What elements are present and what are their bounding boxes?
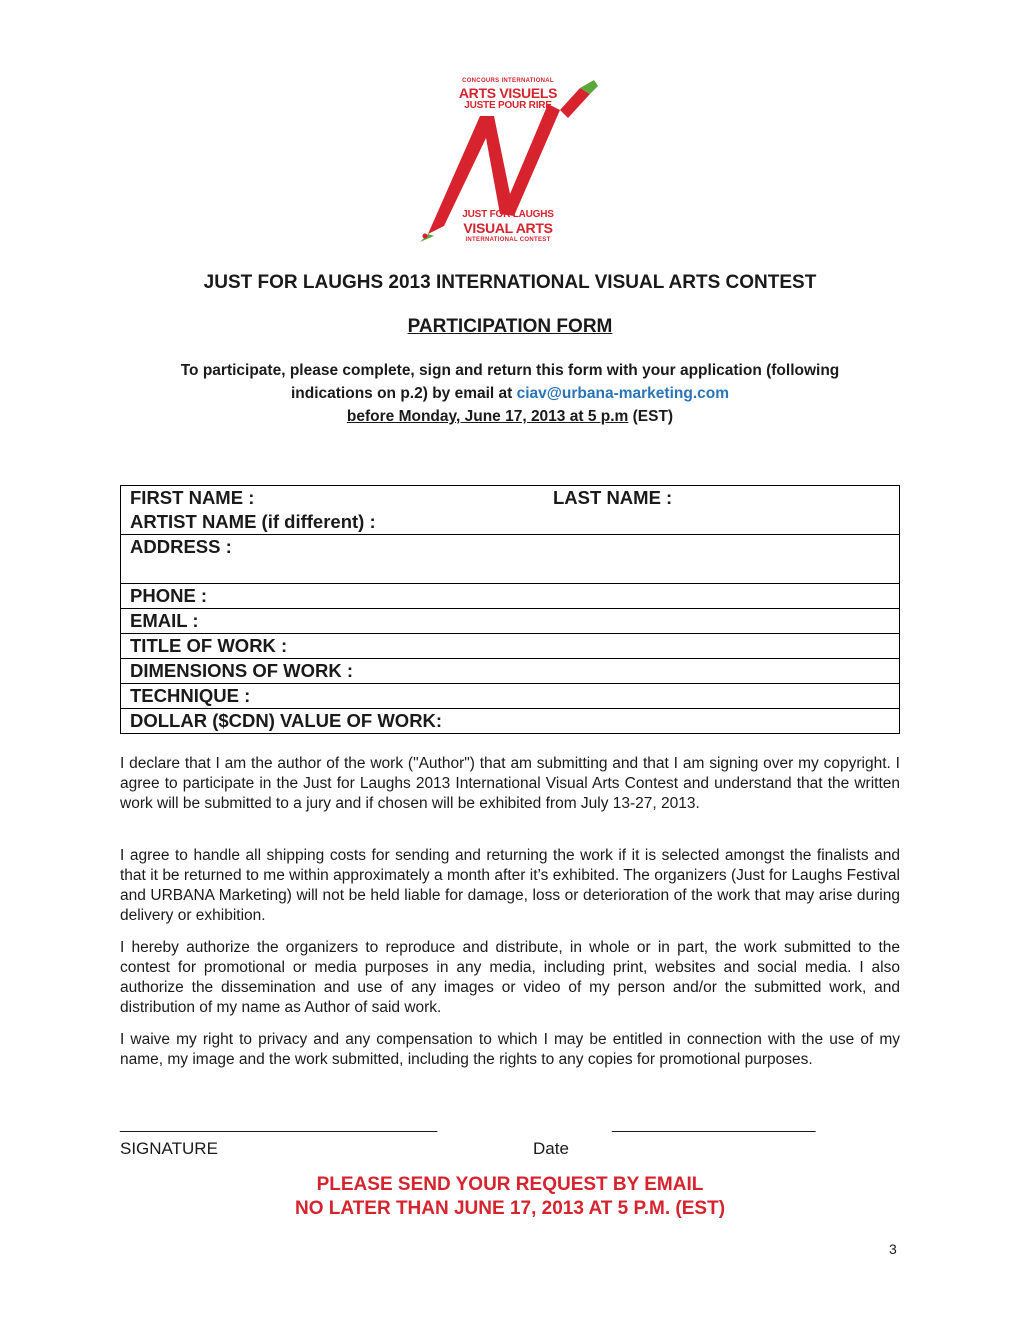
logo-text-bottom-mid: JUST FOR LAUGHS (462, 209, 554, 220)
deadline-notice (0, 1173, 1020, 1221)
date-line[interactable]: _________________________ (612, 1116, 816, 1133)
notice-line1: PLEASE SEND YOUR REQUEST BY EMAIL (316, 1174, 704, 1195)
instructions-line2-prefix: indications on p.2) by email at (290, 385, 517, 402)
logo-text-bottom-big: VISUAL ARTS (463, 220, 553, 236)
participation-form-table (120, 485, 900, 734)
signature-line[interactable]: _______________________________________ (120, 1116, 437, 1133)
declaration-paragraph: I hereby authorize the organizers to reproduce and distribute, in whole or in part, the work submitted to the contest for promotional or media purposes in any media, including print, websites and social media. I also authorize the dissemination and use of any images or video of my person and/or the submitted work, and distribution of my name as Author of said work. (120, 939, 900, 1016)
declaration-paragraph: I waive my right to privacy and any compensation to which I may be entitled in connection with the use of my name, my image and the work submitted, including the rights to any copies for promotional purposes. (120, 1031, 900, 1068)
title-of-work-label: TITLE OF WORK : (130, 635, 288, 656)
logo-text-top-small: CONCOURS INTERNATIONAL (462, 78, 554, 84)
logo-text-top-mid: JUSTE POUR RIRE (464, 100, 552, 111)
artist-name-label: ARTIST NAME (if different) : (130, 511, 376, 532)
email-label: EMAIL : (130, 610, 199, 631)
first-name-label: FIRST NAME : (130, 487, 255, 508)
value-label: DOLLAR ($CDN) VALUE OF WORK: (130, 710, 443, 731)
date-label: Date (533, 1139, 569, 1158)
technique-label: TECHNIQUE : (130, 685, 251, 706)
technique-field[interactable] (121, 684, 900, 709)
email-field[interactable] (121, 609, 900, 634)
title-of-work-field[interactable] (121, 634, 900, 659)
value-field[interactable] (121, 709, 900, 734)
logo-text-top-big: ARTS VISUELS (458, 85, 558, 101)
page-title: JUST FOR LAUGHS 2013 INTERNATIONAL VISUAL ARTS CONTEST (203, 272, 817, 293)
address-field[interactable] (121, 535, 900, 584)
dimensions-field[interactable] (121, 659, 900, 684)
instructions-line3 (0, 405, 1020, 428)
notice-line2: NO LATER THAN JUNE 17, 2013 AT 5 P.M. (EST) (294, 1198, 726, 1219)
dimensions-label: DIMENSIONS OF WORK : (130, 660, 354, 681)
instructions-line1: To participate, please complete, sign and return this form with your application (following (180, 362, 840, 379)
instructions-line2 (0, 382, 1020, 405)
signature-label: SIGNATURE (120, 1139, 218, 1158)
instructions (0, 359, 1020, 428)
form-subtitle-text: PARTICIPATION FORM (407, 316, 613, 337)
deadline-text: before Monday, June 17, 2013 at 5 p.m (346, 408, 629, 425)
logo-text-bottom-small: INTERNATIONAL CONTEST (465, 237, 551, 243)
declaration-paragraph: I declare that I am the author of the work ("Author") that am submitting and that I am signing over my copyright. I agree to participate in the Just for Laughs 2013 International Visual Arts Contest and understand that the written work will be submitted to a jury and if chosen will be exhibited from July 13-27, 2013. (120, 755, 900, 812)
address-label: ADDRESS : (130, 536, 232, 557)
last-name-label: LAST NAME : (553, 487, 673, 508)
phone-field[interactable] (121, 584, 900, 609)
timezone-text: (EST) (628, 408, 674, 425)
form-subtitle (0, 316, 1020, 338)
contest-logo (410, 76, 606, 248)
page-number: 3 (889, 1241, 897, 1257)
name-cell[interactable] (121, 486, 900, 535)
contact-email-link[interactable]: ciav@urbana-marketing.com (516, 385, 730, 402)
declaration-paragraph: I agree to handle all shipping costs for sending and returning the work if it is selected amongst the finalists and that it be returned to me within approximately a month after it’s exhibited. The organizers (Just for Laughs Festival and URBANA Marketing) will not be held liable for damage, loss or deterioration of the work that may arise during delivery or exhibition. (120, 847, 900, 924)
phone-label: PHONE : (130, 585, 208, 606)
